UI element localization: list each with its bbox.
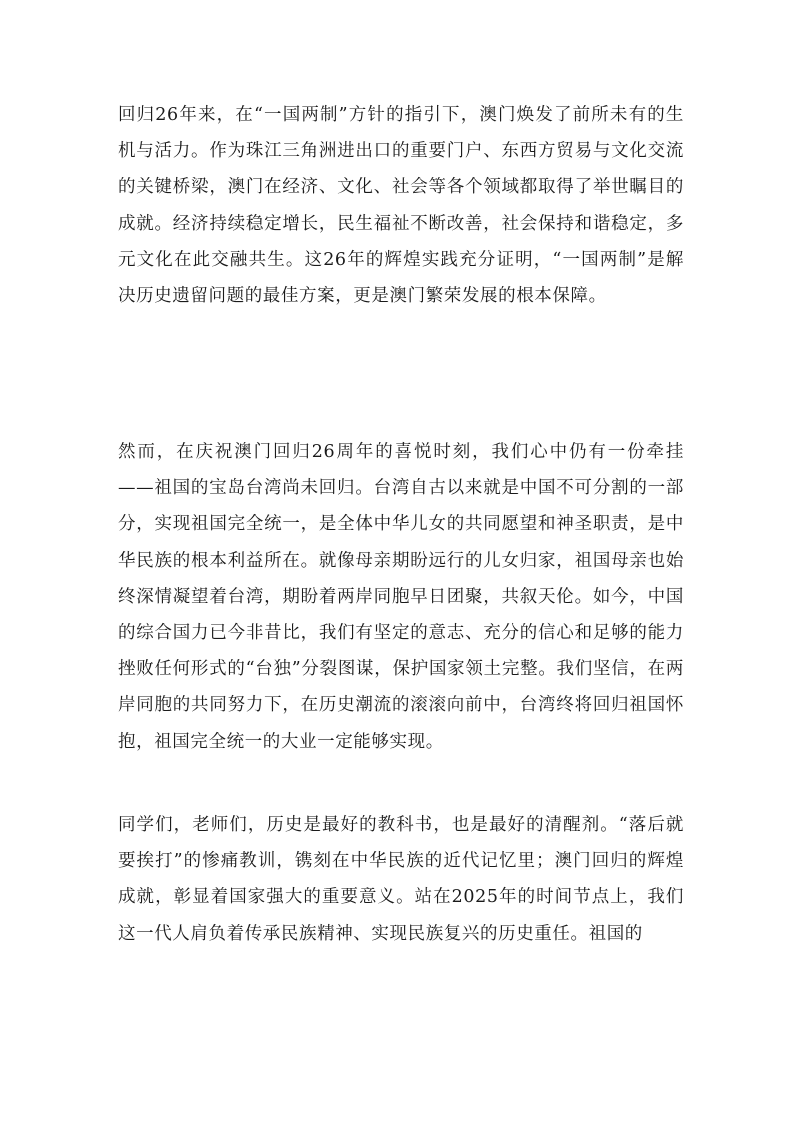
paragraph-macau-achievements: 回归26年来，在“一国两制”方针的指引下，澳门焕发了前所未有的生机与活力。作为珠江三角洲进出口的重要门户、东西方贸易与文化交流的关键桥梁，澳门在经济、文化、社会等各个领域都取得了举世瞩目的成就。经济持续稳定增长，民生福祉不断改善，社会保持和谐稳定，多元文化在此交融共生。这26年的辉煌实践充分证明，“一国两制”是解决历史遗留问题的最佳方案，更是澳门繁荣发展的根本保障。 xyxy=(118,105,684,307)
paragraph-taiwan-reunification: 然而，在庆祝澳门回归26周年的喜悦时刻，我们心中仍有一份牵挂——祖国的宝岛台湾尚未回归。台湾自古以来就是中国不可分割的一部分，实现祖国完全统一，是全体中华儿女的共同愿望和神圣职责，是中华民族的根本利益所在。就像母亲期盼远行的儿女归家，祖国母亲也始终深情凝望着台湾，期盼着两岸同胞早日团聚，共叙天伦。如今，中国的综合国力已今非昔比，我们有坚定的意志、充分的信心和足够的能力挫败任何形式的“台独”分裂图谋，保护国家领土完整。我们坚信，在两岸同胞的共同努力下，在历史潮流的滚滚向前中，台湾终将回归祖国怀抱，祖国完全统一的大业一定能够实现。 xyxy=(118,442,684,752)
paragraph-history-lesson: 同学们，老师们，历史是最好的教科书，也是最好的清醒剂。“落后就要挨打”的惨痛教训，镌刻在中华民族的近代记忆里；澳门回归的辉煌成就，彰显着国家强大的重要意义。站在2025年的时间节点上，我们这一代人肩负着传承民族精神、实现民族复兴的历史重任。祖国的 xyxy=(118,815,684,944)
